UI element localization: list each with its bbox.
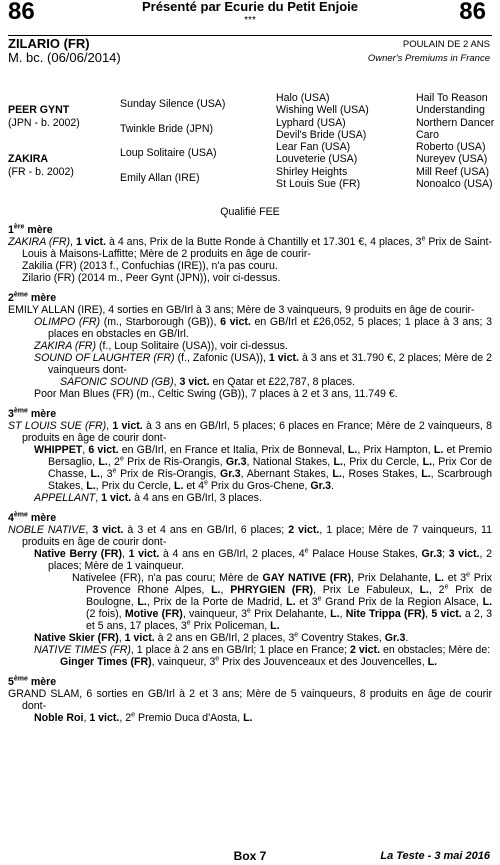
g3-7: Mill Reef (USA) <box>416 166 489 178</box>
dam-info: (FR - b. 2002) <box>8 166 74 178</box>
g3-3: Northern Dancer <box>416 117 495 129</box>
produce-record <box>8 224 492 724</box>
horse-premium: Owner's Premiums in France <box>367 53 490 64</box>
section-3 <box>8 408 492 504</box>
dam-name: ZAKIRA <box>8 153 49 165</box>
footer-box: Box 7 <box>233 849 267 863</box>
g1-dam-dam: Emily Allan (IRE) <box>120 172 200 184</box>
horse-sex-age: POULAIN DE 2 ANS <box>402 39 490 50</box>
g1-dam-sire: Loup Solitaire (USA) <box>120 147 217 159</box>
horse-birth: M. bc. (06/06/2014) <box>8 50 121 65</box>
g2-6: Louveterie (USA) <box>276 153 358 165</box>
produce-line: Nativelee (FR), n'a pas couru; Mère de GAY NATIVE (FR), Prix Delahante, L. et 3e Prix Provence Rhone Alpes, L., PHRYGIEN (FR), Prix Le Fabuleux, L., 2e Prix de Boulogne, L., Prix de la Porte de Madrid, L. et 3e Grand Prix de la Region Alsace, L. (2 fois), Motive (FR), vainqueur, 3e Prix Delahante, L., Nite Trippa (FR), 5 vict. a 2, 3 et 5 ans, 17 places, 3e Prix Policeman, L. <box>72 571 493 632</box>
g1-sire-dam: Twinkle Bride (JPN) <box>120 123 214 135</box>
produce-line: Poor Man Blues (FR) (m., Celtic Swing (GB)), 7 places à 2 et 3 ans, 11.749 €. <box>34 388 398 400</box>
g3-8: Nonoalco (USA) <box>416 178 493 190</box>
produce-line: Zilario (FR) (2014 m., Peer Gynt (JPN)), voir ci-dessus. <box>22 272 281 284</box>
section-heading: 4ème mère <box>8 511 57 524</box>
section-4 <box>8 512 492 668</box>
produce-line: Native Berry (FR), 1 vict. à 4 ans en GB/Irl, 2 places, 4e Palace House Stakes, Gr.3; 3 vict., 2 places; Mère de 1 vainqueur. <box>34 547 492 572</box>
produce-line: WHIPPET, 6 vict. en GB/Irl, en France et Italia, Prix de Bonneval, L., Prix Hampton, L. et Premio Bersaglio, L., 2e Prix de Ris-Orangis, Gr.3, National Stakes, L., Prix du Cercle, L., Prix Cor de Chasse, L., 3e Prix de Ris-Orangis, Gr.3, Abernant Stakes, L., Roses Stakes, L., Scarbrough Stakes, L., Prix du Cercle, L. et 4e Prix du Gros-Chene, Gr.3. <box>34 444 493 492</box>
produce-line: Native Skier (FR), 1 vict. à 2 ans en GB/Irl, 2 places, 3e Coventry Stakes, Gr.3. <box>34 631 409 644</box>
presenter-title: Présenté par Ecurie du Petit Enjoie <box>141 0 358 14</box>
g2-8: St Louis Sue (FR) <box>276 178 361 190</box>
produce-line: ZAKIRA (FR) (f., Loup Solitaire (USA)), voir ci-dessus. <box>34 340 288 352</box>
g3-6: Nureyev (USA) <box>416 153 488 165</box>
produce-line: Zakilia (FR) (2013 f., Confuchias (IRE)), n'a pas couru. <box>22 260 278 272</box>
qualification: Qualifié FEE <box>220 206 280 218</box>
section-1 <box>8 224 492 284</box>
produce-line: SAFONIC SOUND (GB), 3 vict. en Qatar et £22,787, 8 places. <box>60 376 355 388</box>
g3-4: Caro <box>416 129 439 141</box>
produce-line: OLIMPO (FR) (m., Starborough (GB)), 6 vict. en GB/Irl et £26,052, 5 places; 1 place à 3 ans; 3 places en obstacles en GB/Irl. <box>34 316 492 340</box>
produce-line: APPELLANT, 1 vict. à 4 ans en GB/Irl, 3 places. <box>34 492 262 504</box>
g3-2: Understanding <box>416 104 485 116</box>
g2-1: Halo (USA) <box>276 92 330 104</box>
dam-paragraph: ZAKIRA (FR), 1 vict. à 4 ans, Prix de la Butte Ronde à Chantilly et 17.301 €, 4 places, 3e Prix de Saint-Louis à Maisons-Laffitte; Mère de 2 produits en âge de courir- <box>8 235 492 260</box>
dam-paragraph: ST LOUIS SUE (FR), 1 vict. à 3 ans en GB/Irl, 5 places; 6 places en France; Mère de 2 vainqueurs, 8 produits en âge de courir dont- <box>8 420 492 444</box>
g2-2: Wishing Well (USA) <box>276 104 369 116</box>
dam-paragraph: NOBLE NATIVE, 3 vict. à 3 et 4 ans en GB/Irl, 6 places; 2 vict., 1 place; Mère de 7 vainqueurs, 11 produits en âge de courir dont- <box>8 524 492 548</box>
g2-3: Lyphard (USA) <box>276 117 346 129</box>
section-2 <box>8 292 492 400</box>
section-heading: 1ère mère <box>8 223 53 236</box>
dam-paragraph: EMILY ALLAN (IRE), 4 sorties en GB/Irl à 3 ans; Mère de 3 vainqueurs, 9 produits en âge de courir- <box>8 304 475 316</box>
g2-7: Shirley Heights <box>276 166 348 178</box>
sire-info: (JPN - b. 2002) <box>8 117 80 129</box>
section-heading: 3ème mère <box>8 407 57 420</box>
lot-number-right: 86 <box>459 0 486 25</box>
g2-4: Devil's Bride (USA) <box>276 129 367 141</box>
horse-name: ZILARIO (FR) <box>8 36 90 51</box>
produce-line: Ginger Times (FR), vainqueur, 3e Prix des Jouvenceaux et des Jouvencelles, L. <box>60 655 438 668</box>
g2-5: Lear Fan (USA) <box>276 141 351 153</box>
lot-number-left: 86 <box>8 0 35 25</box>
produce-line: NATIVE TIMES (FR), 1 place à 2 ans en GB/Irl; 1 place en France; 2 vict. en obstacles; Mère de: <box>34 644 491 656</box>
sire-name: PEER GYNT <box>8 104 70 116</box>
stars: *** <box>244 15 256 26</box>
produce-line: SOUND OF LAUGHTER (FR) (f., Zafonic (USA)), 1 vict. à 3 ans et 31.790 €, 2 places; Mère de 2 vainqueurs dont- <box>34 352 492 376</box>
section-heading: 5ème mère <box>8 675 57 688</box>
produce-line: Noble Roi, 1 vict., 2e Premio Duca d'Aosta, L. <box>34 711 253 724</box>
g1-sire-sire: Sunday Silence (USA) <box>120 98 226 110</box>
g3-1: Hail To Reason <box>416 92 488 104</box>
dam-paragraph: GRAND SLAM, 6 sorties en GB/Irl à 2 et 3 ans; Mère de 5 vainqueurs, 8 produits en âge de courir dont- <box>8 688 492 712</box>
g3-5: Roberto (USA) <box>416 141 486 153</box>
section-heading: 2ème mère <box>8 291 57 304</box>
footer-date: La Teste - 3 mai 2016 <box>380 850 490 862</box>
section-5 <box>8 676 492 724</box>
